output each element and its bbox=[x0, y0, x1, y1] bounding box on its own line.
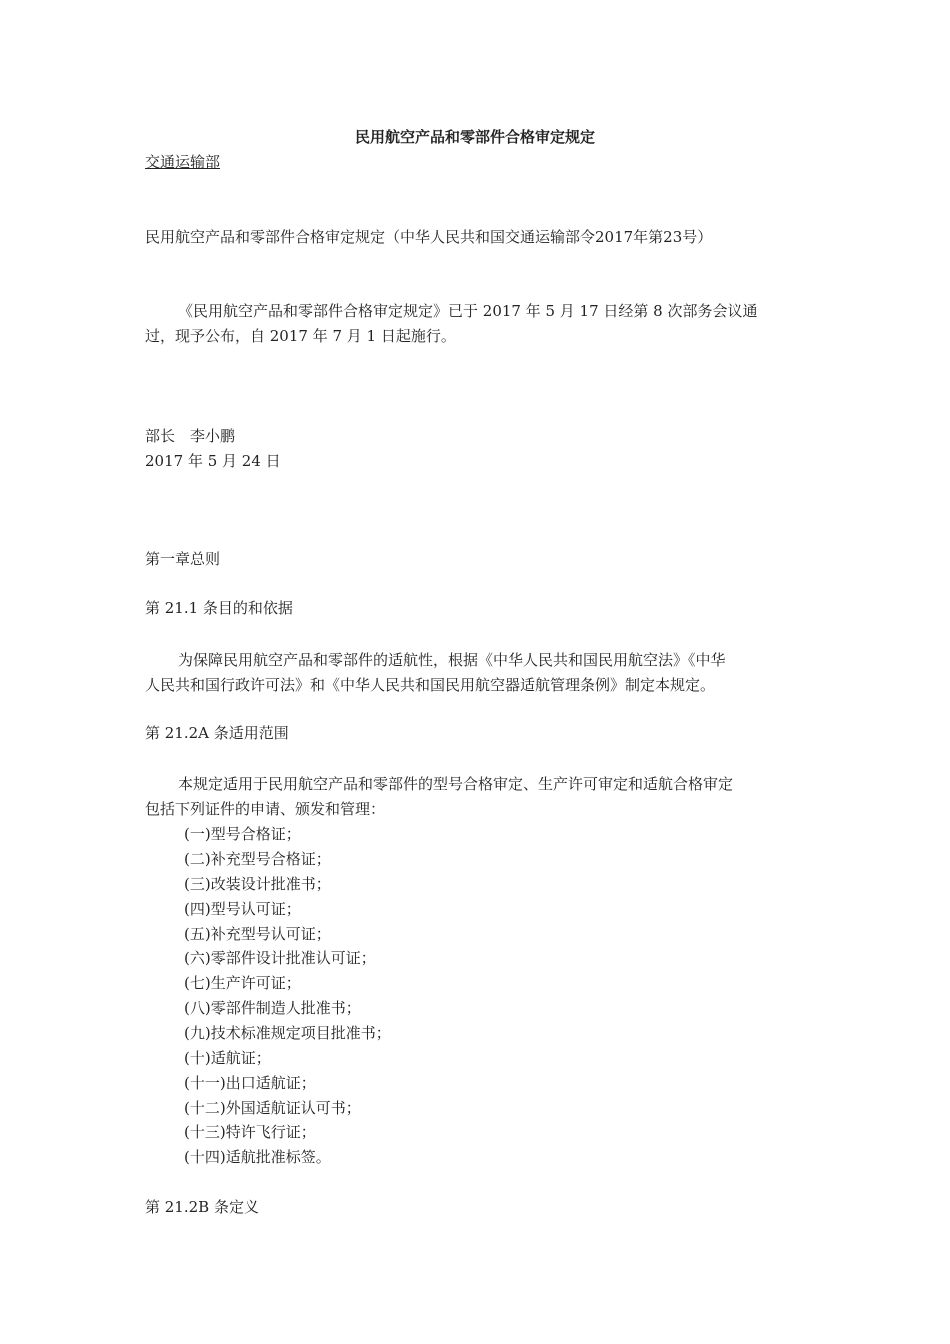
list-item: (四)型号认可证； bbox=[184, 900, 301, 918]
article-21-1-line-2: 人民共和国行政许可法》和《中华人民共和国民用航空器适航管理条例》制定本规定。 bbox=[145, 676, 716, 694]
issuer-link[interactable]: 交通运输部 bbox=[145, 153, 221, 171]
article-21-2a-line-1: 本规定适用于民用航空产品和零部件的型号合格审定、生产许可审定和适航合格审定 bbox=[178, 775, 734, 793]
list-item: (五)补充型号认可证； bbox=[184, 925, 331, 943]
article-21-1-line-1: 为保障民用航空产品和零部件的适航性，根据《中华人民共和国民用航空法》《中华 bbox=[178, 651, 726, 669]
decree-paragraph-line-2: 过，现予公布，自 2017 年 7 月 1 日起施行。 bbox=[145, 327, 456, 345]
signature-minister: 部长 李小鹏 bbox=[145, 427, 236, 445]
decree-paragraph-line-1: 《民用航空产品和零部件合格审定规定》已于 2017 年 5 月 17 日经第 8 次部务会议通 bbox=[178, 302, 758, 320]
list-item: (十三)特许飞行证； bbox=[184, 1123, 316, 1141]
article-21-1-heading: 第 21.1 条目的和依据 bbox=[145, 599, 293, 617]
list-item: (六)零部件设计批准认可证； bbox=[184, 949, 376, 967]
list-item: (二)补充型号合格证； bbox=[184, 850, 331, 868]
list-item: (七)生产许可证； bbox=[184, 974, 301, 992]
signature-date: 2017 年 5 月 24 日 bbox=[145, 452, 281, 470]
list-item: (十二)外国适航证认可书； bbox=[184, 1099, 361, 1117]
document-subtitle: 民用航空产品和零部件合格审定规定（中华人民共和国交通运输部令2017年第23号） bbox=[145, 228, 713, 246]
list-item: (十一)出口适航证； bbox=[184, 1074, 316, 1092]
document-title: 民用航空产品和零部件合格审定规定 bbox=[354, 128, 595, 146]
article-21-2b-heading: 第 21.2B 条定义 bbox=[145, 1198, 259, 1216]
list-item: (九)技术标准规定项目批准书； bbox=[184, 1024, 391, 1042]
article-21-2a-line-2: 包括下列证件的申请、颁发和管理： bbox=[145, 800, 386, 818]
article-21-2a-heading: 第 21.2A 条适用范围 bbox=[145, 724, 289, 742]
list-item: (三)改装设计批准书； bbox=[184, 875, 331, 893]
list-item: (一)型号合格证； bbox=[184, 825, 301, 843]
list-item: (十四)适航批准标签。 bbox=[184, 1148, 331, 1166]
list-item: (十)适航证； bbox=[184, 1049, 271, 1067]
list-item: (八)零部件制造人批准书； bbox=[184, 999, 361, 1017]
chapter-heading: 第一章总则 bbox=[145, 550, 221, 568]
